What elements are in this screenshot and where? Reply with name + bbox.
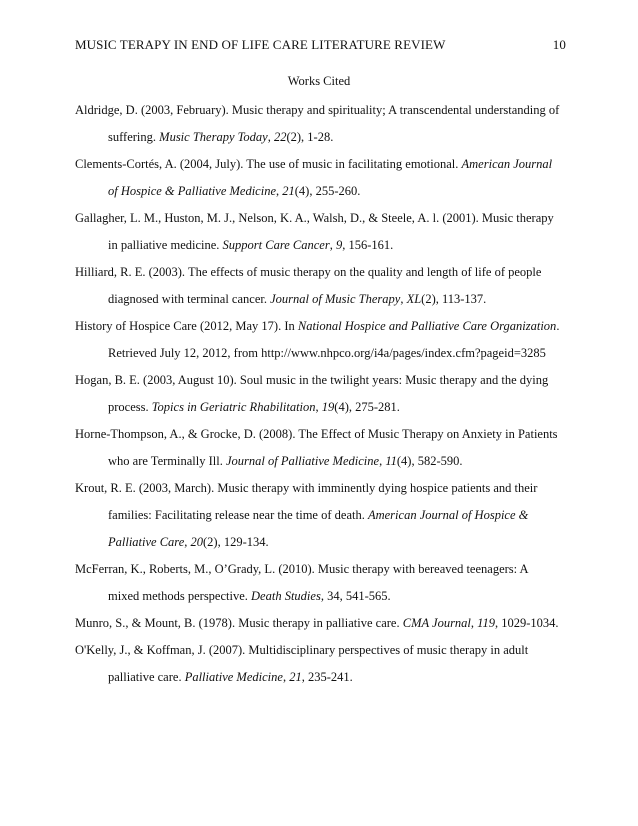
reference-italic-text: CMA Journal [402, 616, 471, 630]
reference-line [75, 286, 562, 313]
reference-text: (2), 1-28. [286, 130, 334, 144]
reference-line [75, 583, 562, 610]
reference-text: , [379, 454, 386, 468]
reference-entry [75, 475, 562, 556]
reference-italic-text: 11 [385, 454, 397, 468]
reference-italic-text: National Hospice and Palliative Care Organization [297, 319, 557, 333]
reference-italic-text: of Hospice & Palliative Medicine [108, 184, 277, 198]
reference-italic-text: XL [406, 292, 422, 306]
reference-text: Hogan, B. E. (2003, August 10). Soul music in the twilight years: Music therapy and the dying [75, 373, 549, 387]
reference-text: , [329, 238, 336, 252]
reference-line [75, 313, 562, 340]
reference-italic-text: 20 [190, 535, 204, 549]
reference-text: , 1029-1034. [494, 616, 559, 630]
reference-italic-text: 9 [335, 238, 343, 252]
reference-text: Krout, R. E. (2003, March). Music therapy with imminently dying hospice patients and their [75, 481, 538, 495]
reference-italic-text: American Journal of Hospice & [367, 508, 529, 522]
reference-italic-text: 19 [321, 400, 335, 414]
reference-italic-text: 21 [289, 670, 302, 684]
reference-line [75, 124, 562, 151]
reference-italic-text: Journal of Music Therapy [270, 292, 401, 306]
reference-text: , [400, 292, 407, 306]
reference-text: , [282, 670, 290, 684]
reference-entry [75, 637, 562, 691]
reference-line [75, 556, 562, 583]
reference-text: suffering. [108, 130, 160, 144]
reference-text: diagnosed with terminal cancer. [108, 292, 271, 306]
reference-text: mixed methods perspective. [108, 589, 252, 603]
reference-line [75, 664, 562, 691]
reference-entry [75, 313, 562, 367]
reference-line [75, 529, 562, 556]
reference-entry [75, 151, 562, 205]
reference-line [75, 637, 562, 664]
reference-text: in palliative medicine. [108, 238, 223, 252]
reference-italic-text: 21 [282, 184, 295, 198]
reference-line [75, 178, 562, 205]
reference-line [75, 205, 562, 232]
reference-entry [75, 259, 562, 313]
reference-line [75, 475, 562, 502]
reference-italic-text: 22 [273, 130, 287, 144]
reference-italic-text: Journal of Palliative Medicine [225, 454, 380, 468]
reference-text: , 156-161. [342, 238, 394, 252]
reference-italic-text: Support Care Cancer [222, 238, 330, 252]
reference-italic-text: Topics in Geriatric Rhabilitation [151, 400, 316, 414]
reference-text: palliative care. [108, 670, 185, 684]
reference-text: (4), 275-281. [334, 400, 400, 414]
reference-line [75, 340, 562, 367]
reference-entry [75, 610, 562, 637]
page-number: 10 [552, 37, 566, 52]
reference-entry [75, 367, 562, 421]
reference-text: , [470, 616, 478, 630]
reference-text: , [276, 184, 283, 198]
running-head: MUSIC TERAPY IN END OF LIFE CARE LITERATURE REVIEW [75, 37, 446, 52]
reference-text: , [267, 130, 274, 144]
reference-line [75, 97, 562, 124]
reference-entry [75, 556, 562, 610]
reference-list [75, 97, 562, 691]
reference-text: , [184, 535, 191, 549]
reference-text: Munro, S., & Mount, B. (1978). Music therapy in palliative care. [75, 616, 403, 630]
reference-text: Retrieved July 12, 2012, from http://www.nhpco.org/i4a/pages/index.cfm?pageid=3285 [108, 346, 546, 360]
reference-text: Horne-Thompson, A., & Grocke, D. (2008). The Effect of Music Therapy on Anxiety in Patients [75, 427, 558, 441]
reference-italic-text: Palliative Care [108, 535, 185, 549]
reference-text: Clements-Cortés, A. (2004, July). The use of music in facilitating emotional. [75, 157, 462, 171]
reference-italic-text: American Journal [461, 157, 553, 171]
reference-text: Aldridge, D. (2003, February). Music therapy and spirituality; A transcendental understanding of [75, 103, 560, 117]
reference-entry [75, 205, 562, 259]
reference-text: , 235-241. [301, 670, 353, 684]
reference-line [75, 259, 562, 286]
reference-line [75, 610, 562, 637]
reference-text: McFerran, K., Roberts, M., O’Grady, L. (2010). Music therapy with bereaved teenagers: A [75, 562, 529, 576]
reference-text: (4), 582-590. [396, 454, 463, 468]
page-header [75, 37, 566, 53]
reference-text: O'Kelly, J., & Koffman, J. (2007). Multidisciplinary perspectives of music therapy in adult [75, 643, 529, 657]
reference-text: (2), 113-137. [421, 292, 487, 306]
reference-italic-text: Death Studies, [251, 589, 324, 603]
reference-line [75, 421, 562, 448]
reference-text: Hilliard, R. E. (2003). The effects of music therapy on the quality and length of life of people [75, 265, 542, 279]
works-cited-title: Works Cited [287, 74, 351, 88]
reference-line [75, 502, 562, 529]
reference-line [75, 448, 562, 475]
reference-line [75, 151, 562, 178]
reference-text: . [556, 319, 560, 333]
reference-text: (4), 255-260. [294, 184, 361, 198]
reference-text: History of Hospice Care (2012, May 17). In [75, 319, 298, 333]
reference-italic-text: Palliative Medicine [184, 670, 283, 684]
reference-italic-text: 119 [477, 616, 495, 630]
reference-italic-text: Music Therapy Today [159, 130, 268, 144]
reference-line [75, 232, 562, 259]
reference-text: 34, 541-565. [323, 589, 391, 603]
reference-text: process. [108, 400, 152, 414]
reference-line [75, 394, 562, 421]
reference-line [75, 367, 562, 394]
reference-text: who are Terminally Ill. [108, 454, 226, 468]
reference-entry [75, 421, 562, 475]
reference-text: (2), 129-134. [203, 535, 269, 549]
reference-text: families: Facilitating release near the time of death. [108, 508, 368, 522]
reference-text: Gallagher, L. M., Huston, M. J., Nelson, K. A., Walsh, D., & Steele, A. l. (2001). Music therapy [75, 211, 554, 225]
reference-entry [75, 97, 562, 151]
reference-text: , [315, 400, 322, 414]
